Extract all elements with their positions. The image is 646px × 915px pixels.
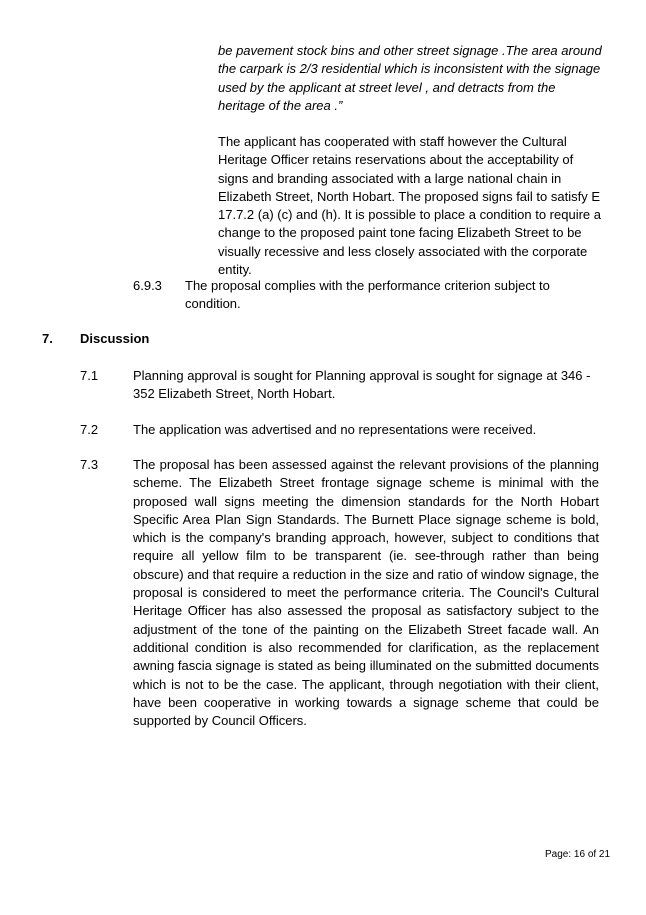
item-7-1-number: 7.1 [80, 368, 99, 383]
page-footer: Page: 16 of 21 [545, 849, 611, 860]
item-7-3-text: The proposal has been assessed against the relevant provisions of the planning scheme. The Elizabeth Street frontage signage scheme is minimal with the proposed wall signs meeting the dimension standards for the North Hobart Specific Area Plan Sign Standards. The Burnett Place signage scheme is bold, which is the company's branding approach, however, subject to conditions that require all yellow film to be transparent (ie. see-through rather than being obscure) and that require a reduction in the size and ratio of window signage, the proposal is considered to meet the performance criteria. The Council's Cultural Heritage Officer has also assessed the proposal as satisfactory subject to the adjustment of the tone of the painting on the Elizabeth Street facade wall. An additional condition is also recommended for clarification, as the replacement awning fascia signage is stated as being illuminated on the submitted documents which is not to be the case. The applicant, through negotiation with their client, have been cooperative in working towards a signage scheme that could be supported by Council Officers. [133, 457, 599, 729]
section-title: Discussion [80, 331, 150, 346]
quote-continuation: be pavement stock bins and other street signage .The area around the carpark is 2/3 residential which is inconsistent with the signage used by the applicant at street level , and detracts from the heritage of the area .” [218, 43, 602, 113]
item-7-3-number: 7.3 [80, 457, 99, 472]
item-7-1-text: Planning approval is sought for Planning approval is sought for signage at 346 - 352 Elizabeth Street, North Hobart. [133, 368, 591, 402]
item-7-2-text: The application was advertised and no representations were received. [133, 422, 537, 437]
clause-6-9-3-number: 6.9.3 [133, 278, 162, 293]
clause-6-9-3-text: The proposal complies with the performance criterion subject to condition. [185, 278, 550, 312]
section-number: 7. [42, 331, 53, 346]
heritage-paragraph: The applicant has cooperated with staff however the Cultural Heritage Officer retains reservations about the acceptability of signs and branding associated with a large national chain in Elizabeth Street, North Hobart. The proposed signs fail to satisfy E 17.7.2 (a) (c) and (h). It is possible to place a condition to require a change to the proposed paint tone facing Elizabeth Street to be visually recessive and less closely associated with the corporate entity. [218, 134, 601, 278]
item-7-2-number: 7.2 [80, 422, 99, 437]
